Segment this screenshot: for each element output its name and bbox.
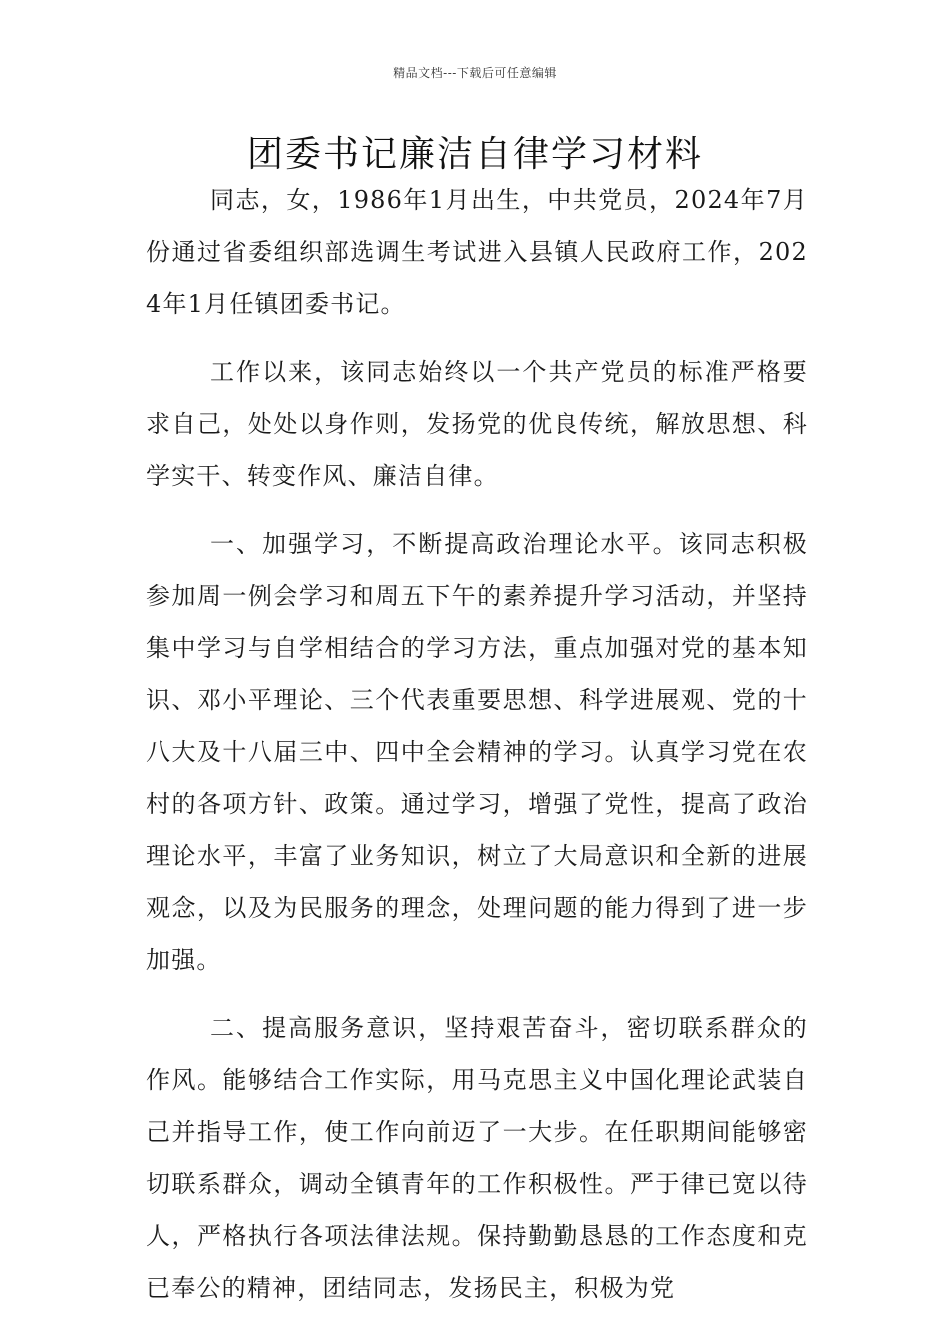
page-header: 精品文档---下载后可任意编辑	[393, 66, 557, 80]
document-title: 团委书记廉洁自律学习材料	[246, 134, 703, 175]
paragraph-section-two: 二、提高服务意识，坚持艰苦奋斗，密切联系群众的作风。能够结合工作实际，用马克思主义中国化理论武装自己并指导工作，使工作向前迈了一大步。在任职期间能够密切联系群众，调动全镇青年的工作积极性。严于律已宽以待人，严格执行各项法律法规。保持勤勤恳恳的工作态度和克已奉公的精神，团结同志，发扬民主，积极为党	[146, 1014, 808, 1302]
paragraph-intro: 同志，女，1986年1月出生，中共党员，2024年7月份通过省委组织部选调生考试进入县镇人民政府工作，2024年1月任镇团委书记。	[146, 186, 808, 318]
document-body	[146, 174, 808, 1330]
paragraph-section-one: 一、加强学习，不断提高政治理论水平。该同志积极参加周一例会学习和周五下午的素养提升学习活动，并坚持集中学习与自学相结合的学习方法，重点加强对党的基本知识、邓小平理论、三个代表重要思想、科学进展观、党的十八大及十八届三中、四中全会精神的学习。认真学习党在农村的各项方针、政策。通过学习，增强了党性，提高了政治理论水平，丰富了业务知识，树立了大局意识和全新的进展观念，以及为民服务的理念，处理问题的能力得到了进一步加强。	[146, 530, 808, 974]
paragraph-work-summary: 工作以来，该同志始终以一个共产党员的标准严格要求自己，处处以身作则，发扬党的优良传统，解放思想、科学实干、转变作风、廉洁自律。	[146, 358, 808, 490]
